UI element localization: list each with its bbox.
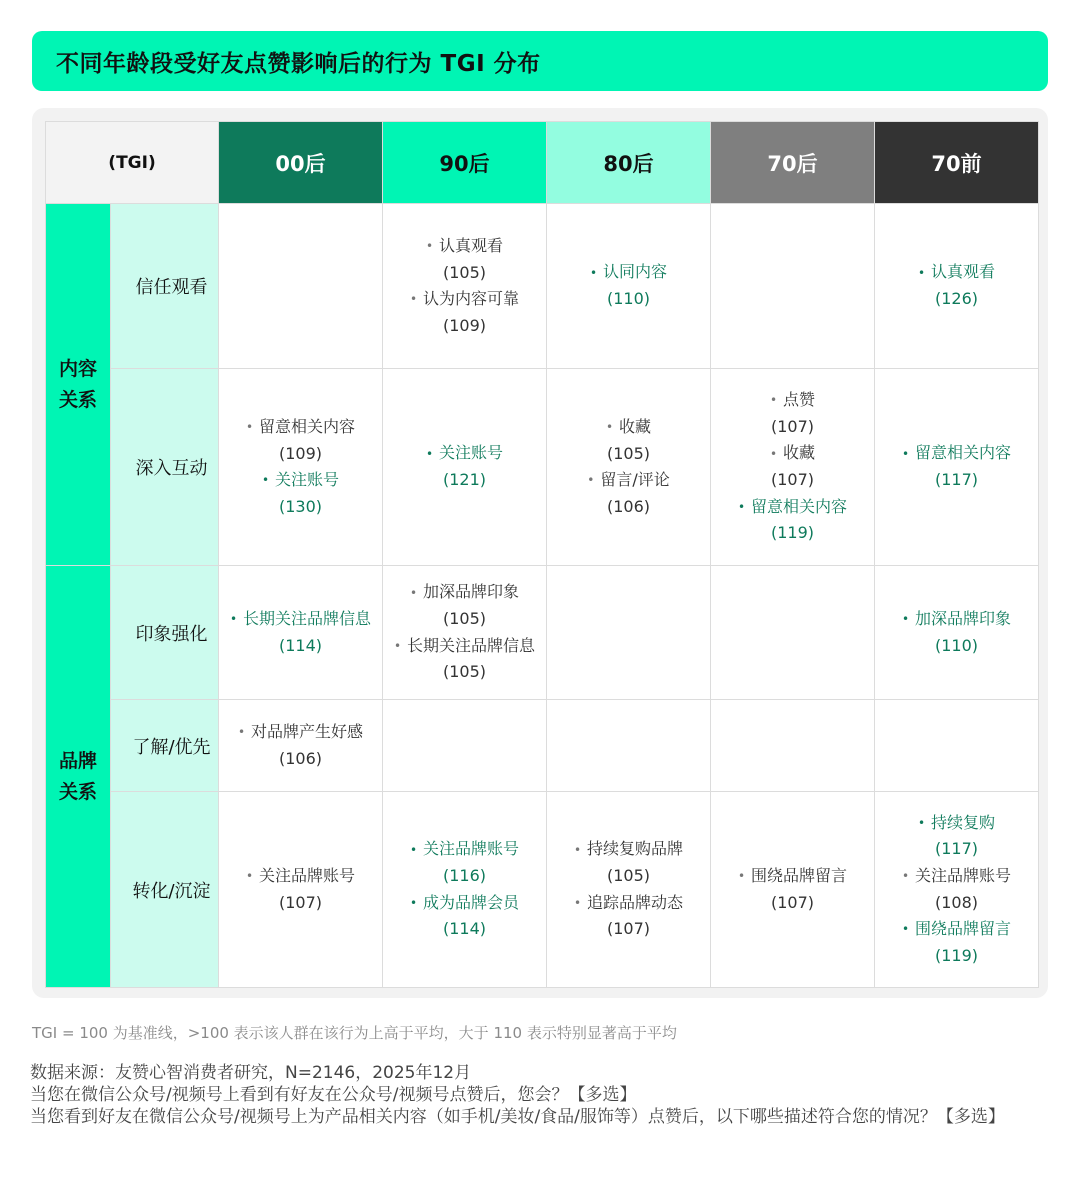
behavior-item — [547, 414, 710, 441]
bullet-icon: • — [589, 265, 598, 280]
tgi-value: (109) — [279, 443, 323, 463]
behavior-item — [219, 467, 382, 494]
row-label: 信任观看 — [111, 204, 219, 369]
table-cell — [875, 566, 1039, 700]
behavior-item — [711, 863, 874, 890]
behavior-text: 收藏 — [619, 416, 652, 436]
table-cell — [219, 792, 383, 988]
header-70: 70后 — [711, 122, 875, 204]
footnote-tgi: TGI = 100 为基准线，>100 表示该人群在该行为上高于平均，大于 110 表示特别显著高于平均 — [32, 1024, 677, 1042]
table-cell — [383, 792, 547, 988]
table-row — [46, 566, 1039, 700]
header-pre70: 70前 — [875, 122, 1039, 204]
behavior-item — [711, 387, 874, 414]
bullet-icon: • — [245, 869, 254, 884]
table-cell — [547, 204, 711, 369]
behavior-text: 追踪品牌动态 — [587, 892, 684, 912]
tgi-value: (107) — [607, 919, 651, 939]
tgi-value: (106) — [607, 496, 651, 516]
tgi-value: (107) — [279, 892, 323, 912]
behavior-text: 围绕品牌留言 — [751, 865, 848, 885]
bullet-icon: • — [425, 239, 434, 253]
behavior-text: 持续复购品牌 — [587, 839, 684, 859]
behavior-text: 认为内容可靠 — [423, 289, 520, 308]
bullet-icon: • — [901, 869, 910, 884]
behavior-text: 留意相关内容 — [915, 443, 1012, 463]
bullet-icon: • — [409, 895, 418, 910]
group-label-line: 关系 — [58, 780, 97, 803]
table-cell — [711, 792, 875, 988]
behavior-item — [383, 440, 546, 467]
behavior-item — [875, 259, 1038, 286]
behavior-item — [383, 836, 546, 863]
group-label-line: 品牌 — [58, 749, 97, 772]
behavior-text: 对品牌产生好感 — [251, 721, 364, 741]
behavior-text: 留意相关内容 — [751, 496, 848, 516]
bullet-icon: • — [769, 393, 778, 408]
table-cell — [219, 700, 383, 792]
behavior-item — [875, 440, 1038, 467]
bullet-icon: • — [237, 725, 246, 740]
tgi-value: (126) — [935, 289, 979, 309]
bullet-icon: • — [573, 842, 582, 857]
behavior-text: 关注品牌账号 — [259, 865, 356, 885]
behavior-item — [875, 606, 1038, 633]
behavior-text: 认真观看 — [931, 262, 996, 282]
tgi-value: (109) — [443, 315, 487, 335]
bullet-icon: • — [901, 922, 910, 937]
behavior-item — [383, 890, 546, 917]
behavior-text: 加深品牌印象 — [423, 582, 520, 602]
bullet-icon: • — [917, 815, 926, 830]
bullet-icon: • — [245, 420, 254, 434]
tgi-value: (114) — [279, 635, 323, 655]
table-cell — [383, 566, 547, 700]
table-cell — [547, 792, 711, 988]
group-label-line: 关系 — [58, 388, 97, 411]
tgi-value: (110) — [935, 635, 979, 655]
tgi-value: (119) — [771, 523, 815, 543]
behavior-text: 关注账号 — [275, 470, 340, 489]
tgi-value: (105) — [607, 866, 651, 885]
tgi-value: (105) — [443, 662, 487, 682]
group-label — [46, 204, 111, 566]
bullet-icon: • — [409, 842, 418, 857]
table-row — [46, 792, 1039, 988]
behavior-item — [711, 494, 874, 521]
table-cell — [875, 792, 1039, 988]
bullet-icon: • — [605, 420, 614, 434]
tgi-value: (119) — [935, 945, 979, 965]
empty-cell — [547, 700, 711, 792]
tgi-value: (107) — [771, 416, 815, 436]
tgi-value: (116) — [443, 866, 487, 885]
behavior-text: 关注品牌账号 — [915, 865, 1012, 885]
behavior-item — [383, 286, 546, 313]
empty-cell — [711, 566, 875, 700]
behavior-text: 持续复购 — [931, 812, 996, 832]
behavior-item — [547, 467, 710, 494]
tgi-value: (117) — [935, 839, 979, 859]
behavior-text: 成为品牌会员 — [423, 892, 520, 912]
table-body — [46, 204, 1039, 988]
header-00: 00后 — [219, 122, 383, 204]
group-label — [46, 566, 111, 988]
tgi-table — [45, 121, 1039, 988]
behavior-item — [219, 414, 382, 441]
table-cell — [383, 204, 547, 369]
behavior-item — [383, 233, 546, 260]
behavior-text: 加深品牌印象 — [915, 608, 1012, 628]
behavior-item — [875, 863, 1038, 890]
behavior-item — [875, 810, 1038, 837]
row-label: 了解/优先 — [111, 700, 219, 792]
tgi-value: (110) — [607, 289, 651, 309]
bullet-icon: • — [901, 446, 910, 461]
tgi-value: (114) — [443, 919, 487, 939]
behavior-text: 认真观看 — [439, 235, 504, 255]
behavior-text: 留意相关内容 — [259, 416, 356, 436]
tgi-value: (105) — [443, 262, 487, 282]
bullet-icon: • — [737, 869, 746, 884]
table-cell — [219, 369, 383, 566]
behavior-text: 长期关注品牌信息 — [407, 635, 536, 655]
behavior-text: 围绕品牌留言 — [915, 919, 1012, 939]
behavior-item — [547, 836, 710, 863]
behavior-item — [711, 440, 874, 467]
empty-cell — [219, 204, 383, 369]
source-line: 当您看到好友在微信公众号/视频号上为产品相关内容（如手机/美妆/食品/服饰等）点赞后，以下哪些描述符合您的情况？【多选】 — [30, 1107, 1005, 1127]
table-cell — [875, 204, 1039, 369]
tgi-value: (130) — [279, 496, 323, 516]
behavior-text: 关注品牌账号 — [423, 839, 520, 859]
group-label-line: 内容 — [58, 357, 97, 380]
tgi-value: (121) — [443, 470, 487, 490]
empty-cell — [711, 700, 875, 792]
table-row — [46, 204, 1039, 369]
tgi-value: (105) — [443, 609, 487, 628]
row-label: 转化/沉淀 — [111, 792, 219, 988]
empty-cell — [383, 700, 547, 792]
empty-cell — [711, 204, 875, 369]
source-block — [30, 1062, 1060, 1128]
tgi-value: (107) — [771, 892, 815, 912]
tgi-value: (108) — [935, 892, 979, 912]
behavior-text: 长期关注品牌信息 — [243, 608, 372, 628]
bullet-icon: • — [587, 473, 595, 488]
behavior-item — [547, 259, 710, 286]
bullet-icon: • — [573, 895, 582, 910]
behavior-text: 认同内容 — [603, 262, 668, 282]
empty-cell — [547, 566, 711, 700]
table-cell — [547, 369, 711, 566]
tgi-value: (105) — [607, 443, 651, 463]
behavior-item — [383, 579, 546, 606]
bullet-icon: • — [409, 585, 418, 600]
behavior-item — [547, 890, 710, 917]
tgi-value: (107) — [771, 470, 815, 490]
behavior-item — [219, 863, 382, 890]
bullet-icon: • — [901, 612, 910, 627]
empty-cell — [875, 700, 1039, 792]
bullet-icon: • — [393, 638, 402, 653]
behavior-text: 关注账号 — [439, 443, 504, 463]
table-cell — [383, 369, 547, 566]
header-corner: (TGI) — [46, 122, 219, 204]
bullet-icon: • — [425, 446, 434, 461]
behavior-item — [219, 719, 382, 746]
source-line: 当您在微信公众号/视频号上看到有好友在公众号/视频号点赞后，您会？【多选】 — [30, 1085, 637, 1105]
bullet-icon: • — [409, 292, 418, 307]
tgi-value: (117) — [935, 470, 979, 490]
behavior-text: 留言/评论 — [600, 470, 670, 489]
row-label: 深入互动 — [111, 369, 219, 566]
behavior-item — [219, 606, 382, 633]
behavior-item — [875, 916, 1038, 943]
header-90: 90后 — [383, 122, 547, 204]
table-row — [46, 700, 1039, 792]
behavior-item — [383, 633, 546, 660]
bullet-icon: • — [737, 499, 746, 514]
table-cell — [875, 369, 1039, 566]
source-line: 数据来源：友赞心智消费者研究，N=2146，2025年12月 — [30, 1063, 472, 1083]
bullet-icon: • — [917, 265, 926, 280]
header-80: 80后 — [547, 122, 711, 204]
page-title: 不同年龄段受好友点赞影响后的行为 TGI 分布 — [56, 50, 541, 77]
table-cell — [219, 566, 383, 700]
row-label: 印象强化 — [111, 566, 219, 700]
table-row — [46, 369, 1039, 566]
table-cell — [711, 369, 875, 566]
bullet-icon: • — [769, 446, 778, 461]
bullet-icon: • — [261, 473, 270, 488]
tgi-value: (106) — [279, 748, 323, 768]
title-banner — [32, 31, 1048, 91]
bullet-icon: • — [229, 612, 238, 627]
behavior-text: 收藏 — [783, 443, 816, 463]
behavior-text: 点赞 — [783, 390, 816, 410]
